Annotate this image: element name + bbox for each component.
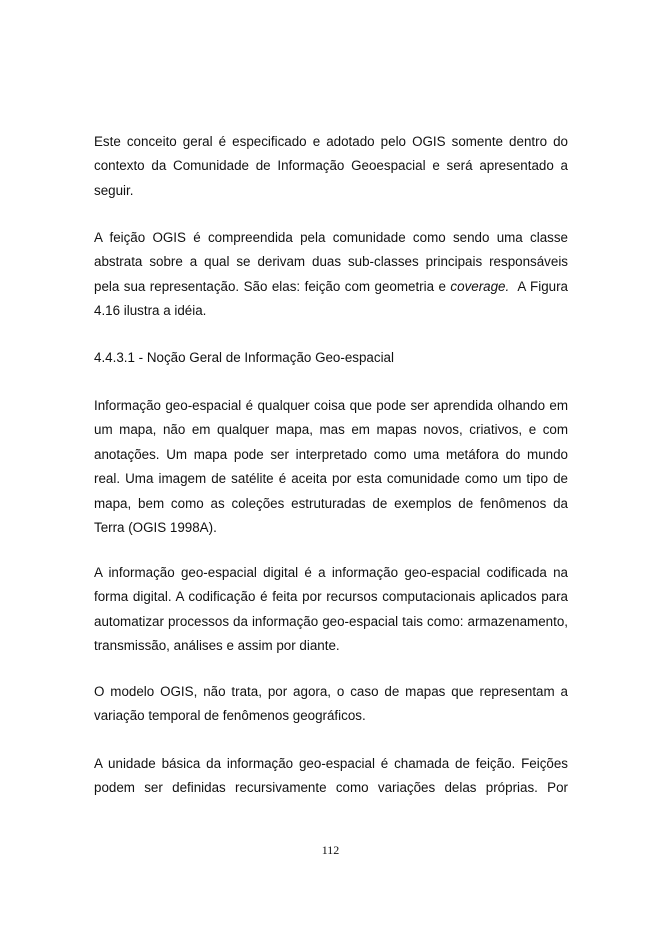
paragraph-feicao-ogis — [94, 226, 568, 324]
text-line: anotações. Um mapa pode ser interpretado como uma metáfora do mundo — [94, 446, 568, 462]
text-line: mapa, bem como as coleções estruturadas de exemplos de fenômenos da — [94, 495, 568, 511]
section-heading: 4.4.3.1 - Noção Geral de Informação Geo-espacial — [94, 350, 394, 365]
text-line: real. Uma imagem de satélite é aceita por esta comunidade como um tipo de — [94, 471, 568, 487]
paragraph-conceito-geral — [94, 130, 568, 203]
paragraph-informacao-geo-espacial — [94, 394, 568, 540]
text-line: A feição OGIS é compreendida pela comunidade como sendo uma classe — [94, 230, 568, 245]
paragraph-unidade-basica — [94, 752, 568, 801]
paragraph-informacao-digital — [94, 561, 568, 659]
text-line: Terra (OGIS 1998A). — [94, 520, 217, 536]
text-line: abstrata sobre a qual se derivam duas sub-classes principais responsáveis — [94, 254, 568, 270]
text-line: contexto da Comunidade de Informação Geoespacial e será apresentado a — [94, 158, 568, 174]
text-line: 4.16 ilustra a idéia. — [94, 303, 207, 319]
text-line: variação temporal de fenômenos geográficos. — [94, 708, 366, 724]
italic-term-coverage: coverage. — [450, 278, 510, 294]
text-line — [94, 275, 568, 299]
page-number: 112 — [321, 843, 340, 857]
text-line: automatizar processos da informação geo-espacial tais como: armazenamento, — [94, 613, 568, 629]
text-line: seguir. — [94, 182, 134, 198]
text-line: O modelo OGIS, não trata, por agora, o caso de mapas que representam a — [94, 684, 568, 699]
text-line: Informação geo-espacial é qualquer coisa que pode ser aprendida olhando em — [94, 398, 568, 413]
text-line: podem ser definidas recursivamente como variações delas próprias. Por — [94, 780, 568, 796]
text-line: A informação geo-espacial digital é a informação geo-espacial codificada na — [94, 565, 568, 580]
text-line: Este conceito geral é especificado e adotado pelo OGIS somente dentro do — [94, 134, 568, 149]
text-line: transmissão, análises e assim por diante. — [94, 638, 340, 654]
text-line: forma digital. A codificação é feita por recursos computacionais aplicados para — [94, 589, 568, 605]
text-run: pela sua representação. São elas: feição com geometria e — [94, 278, 451, 294]
text-run: A Figura — [509, 278, 568, 294]
text-line: A unidade básica da informação geo-espacial é chamada de feição. Feições — [94, 756, 568, 771]
text-line: um mapa, não em qualquer mapa, mas em mapas novos, criativos, e com — [94, 422, 568, 438]
paragraph-modelo-ogis — [94, 680, 568, 729]
